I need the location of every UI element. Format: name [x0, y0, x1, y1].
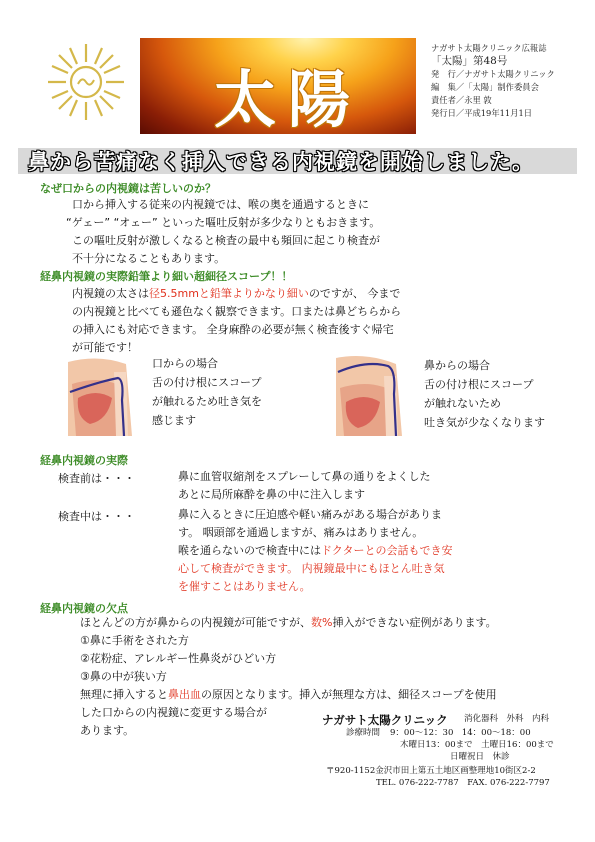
section1-line: 不十分になることもあります。 [72, 252, 226, 265]
text-span: 喉を通らないので検査中には [178, 544, 321, 557]
banner-title: 太陽 [214, 63, 363, 136]
caption-line: が触れるため吐き気を [152, 395, 262, 408]
section1-title: なぜ口からの内視鏡は苦しいのか？ [40, 182, 216, 195]
during-body [178, 506, 453, 596]
headline: 鼻から苦痛なく挿入できる内視鏡を開始しました。 [28, 150, 534, 174]
section2-line: の内視鏡と比べても遜色なく観察できます。口または鼻どちらから [72, 305, 402, 318]
during-line-3 [178, 542, 453, 560]
section3-title: 経鼻内視鏡の実際 [40, 454, 128, 467]
nose-insertion-diagram [336, 354, 416, 436]
condition-item: ②花粉症、アレルギー性鼻炎がひどい方 [80, 652, 277, 665]
during-line: す。 咽頭部を通過しますが、痛みはありません。 [178, 526, 424, 539]
condition-item: ③鼻の中が狭い方 [80, 670, 167, 683]
mouth-caption [152, 354, 262, 430]
issuer-line: 発 行／ナガサト太陽クリニック [431, 69, 555, 79]
section2-body [72, 285, 401, 357]
during-line-4 [178, 560, 453, 578]
caption-line: が触れないため [424, 397, 501, 410]
section1-line: “ゲェー” “オェー” といった嘔吐反射が多少なりともおきます。 [66, 216, 381, 229]
before-line: あとに局所麻酔を鼻の中に注入します [178, 488, 365, 501]
caption-line: 感じます [152, 414, 196, 427]
text-span: のですが、 今まで [308, 287, 401, 300]
during-line-5: を催すことはありません。 [178, 580, 311, 593]
masthead [431, 42, 555, 120]
section2-line: の挿入にも対応できます。 全身麻酔の必要が無く検査後すぐ帰宅 [72, 323, 394, 336]
publisher-line: ナガサト太陽クリニック広報誌 [431, 43, 547, 53]
section1-line: この嘔吐反射が激しくなると検査の最中も頻回に起こり検査が [72, 234, 380, 247]
nose-caption [424, 356, 545, 432]
section4-line-5 [80, 686, 497, 704]
before-body [178, 468, 431, 504]
emphasis-text: 心して検査ができます。 [178, 562, 299, 575]
section2-line: が可能です！ [72, 341, 138, 354]
sun-logo [44, 40, 128, 124]
responsible-line: 責任者／永里 敦 [431, 95, 492, 105]
text-span: 内視鏡の太さは [72, 287, 149, 300]
section1-line: 口から挿入する従来の内視鏡では、喉の奥を通過するときに [72, 198, 369, 211]
hours-label: 診療時間 [346, 728, 381, 738]
emphasis-text: 径5.5mmと鉛筆よりかなり細い [149, 287, 309, 300]
during-label: 検査中は・・・ [58, 510, 135, 523]
condition-item: ①鼻に手術をされた方 [80, 634, 189, 647]
section2-line-1 [72, 285, 401, 303]
mouth-insertion-diagram [68, 354, 148, 436]
during-line: 鼻に入るときに圧迫感や軽い痛みがある場合がありま [178, 508, 442, 521]
clinic-phone-fax: TEL. 076-222-7787 FAX. 076-222-7797 [376, 778, 550, 788]
emphasis-text: 鼻出血 [168, 688, 201, 701]
text-span: の原因となります。挿入が無理な方は、細径スコープを使用 [201, 688, 497, 701]
editor-line: 編 集／「太陽」制作委員会 [431, 82, 539, 92]
clinic-address: 〒920-1152金沢市田上第五土地区画整理地10街区2-2 [326, 766, 536, 776]
emphasis-text: 内視鏡最中にもほとん吐き気 [301, 562, 445, 575]
section4-line: あります。 [80, 724, 135, 737]
caption-line: 口からの場合 [152, 357, 218, 370]
thursday-saturday-hours: 木曜日13：00まで 土曜日16：00まで [400, 740, 554, 750]
issue-date: 発行日／平成19年11月1日 [431, 108, 533, 118]
caption-line: 舌の付け根にスコープ [424, 378, 534, 391]
text-span: ほとんどの方が鼻からの内視鏡が可能ですが、 [80, 616, 311, 629]
closed-days: 日曜祝日 休診 [450, 752, 510, 762]
section2-title: 経鼻内視鏡の実際鉛筆より細い超細径スコープ！！ [40, 270, 293, 283]
text-span: 挿入ができない症例があります。 [332, 616, 497, 629]
section4-line: した口からの内視鏡に変更する場合が [80, 706, 267, 719]
before-line: 鼻に血管収縮剤をスプレーして鼻の通りをよくした [178, 470, 431, 483]
emphasis-text: 数% [311, 616, 333, 629]
before-label: 検査前は・・・ [58, 472, 135, 485]
caption-line: 吐き気が少なくなります [424, 416, 545, 429]
section4-title: 経鼻内視鏡の欠点 [40, 602, 128, 615]
caption-line: 舌の付け根にスコープ [152, 376, 262, 389]
clinic-hours: 9：00～12：30 14：00～18：00 [390, 728, 531, 738]
text-span: 無理に挿入すると [80, 688, 168, 701]
clinic-departments: 消化器科 外科 内科 [464, 714, 550, 724]
issue-number: 「太陽」第48号 [431, 55, 508, 67]
section1-body [66, 196, 381, 268]
clinic-name: ナガサト太陽クリニック [322, 713, 448, 727]
section4-line-1 [80, 614, 497, 632]
emphasis-text: ドクターとの会話もでき安 [321, 544, 453, 557]
caption-line: 鼻からの場合 [424, 359, 490, 372]
